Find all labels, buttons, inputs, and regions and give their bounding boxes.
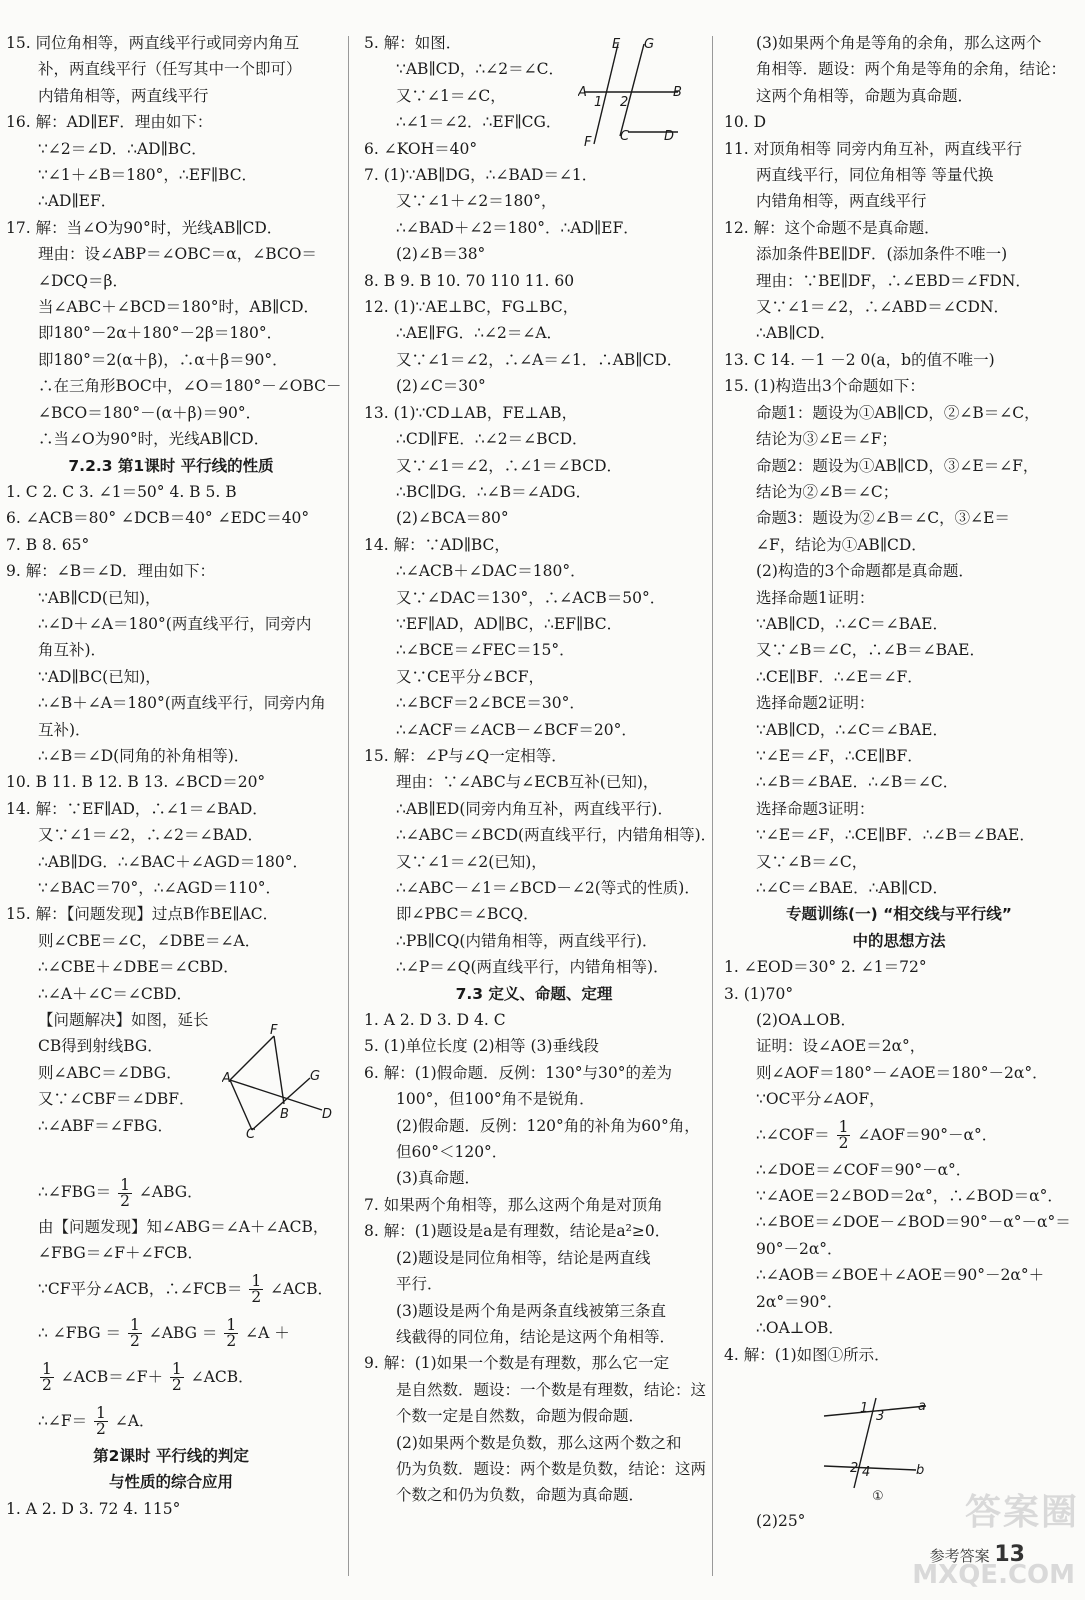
column-divider-1 bbox=[348, 36, 349, 1576]
col2-line: 13. (1)∵CD⊥AB，FE⊥AB， bbox=[364, 403, 578, 422]
col1-line: ∴在三角形BOC中，∠O＝180°－∠OBC－ bbox=[38, 377, 342, 396]
col3-line: 选择命题3证明： bbox=[756, 799, 875, 818]
col2-line: 又∵∠1＝∠C， bbox=[396, 86, 506, 105]
col2-line: 是自然数．题设：一个数是有理数，结论：这 bbox=[396, 1380, 707, 1399]
col2-line: 个数一定是自然数，命题为假命题． bbox=[396, 1407, 645, 1426]
col1-line: 1. C 2. C 3. ∠1＝50° 4. B 5. B bbox=[6, 482, 237, 501]
col3-line: 2α°＝90°． bbox=[756, 1292, 843, 1311]
col1-line: ∠DCQ＝β． bbox=[38, 271, 128, 290]
col2-line: 14. 解：∵AD∥BC， bbox=[364, 535, 510, 554]
col3-line: 15. (1)构造出3个命题如下： bbox=[724, 377, 925, 396]
col2-line: 100°，但100°角不是锐角． bbox=[396, 1090, 595, 1109]
col3-line: 命题1：题设为①AB∥CD，②∠B＝∠C， bbox=[756, 403, 1040, 422]
fig5-label-f: F bbox=[584, 135, 592, 148]
col2-line: 个数之和仍为负数，命题为真命题． bbox=[396, 1486, 645, 1505]
col2-line: 6. ∠KOH＝40° bbox=[364, 139, 478, 158]
fig5-label-1: 1 bbox=[594, 95, 603, 110]
fig5-label-a: A bbox=[578, 85, 587, 100]
col3-line: 11. 对顶角相等 同旁内角互补，两直线平行 bbox=[724, 139, 1023, 158]
watermark-url: MXQE.COM bbox=[912, 1560, 1075, 1590]
col2-line: 线截得的同位角，结论是这两个角相等． bbox=[396, 1327, 676, 1346]
col3b-line: (2)25° bbox=[756, 1512, 806, 1530]
col2-line: (3)题设是两个角是两条直线被第三条直 bbox=[396, 1301, 666, 1320]
col2-line: 又∵∠DAC＝130°，∴∠ACB＝50°． bbox=[396, 588, 666, 607]
col2-line: 12. (1)∵AE⊥BC，FG⊥BC， bbox=[364, 298, 579, 317]
col1-line: 【问题解决】如图，延长 bbox=[38, 1011, 209, 1030]
col1-line: 10. B 11. B 12. B 13. ∠BCD＝20° bbox=[6, 773, 266, 792]
col3-line: 90°－2α°． bbox=[756, 1239, 843, 1258]
col1-line: ∴AD∥EF． bbox=[38, 192, 117, 211]
col1-line: 补，两直线平行（任写其中一个即可） bbox=[38, 60, 302, 79]
col3-line: 又∵∠B＝∠C， bbox=[756, 852, 868, 871]
col2-line: 但60°＜120°． bbox=[396, 1143, 508, 1162]
col1-line: ∵AD∥BC(已知)， bbox=[38, 667, 161, 686]
col2-line: ∴∠BCE＝∠FEC＝15°． bbox=[396, 641, 575, 660]
col1-line: 14. 解：∵EF∥AD，∴∠1＝∠BAD． bbox=[6, 799, 268, 818]
col3-line: 3. (1)70° bbox=[724, 984, 794, 1003]
col2-line: 8. B 9. B 10. 70 110 11. 60 bbox=[364, 271, 575, 290]
answer-column-1-continued bbox=[6, 1170, 336, 1522]
fig15-label-f: F bbox=[270, 1023, 278, 1038]
col1-line: ∴当∠O为90°时，光线AB∥CD． bbox=[38, 430, 270, 449]
col3-line: (2)OA⊥OB． bbox=[756, 1011, 857, 1030]
col2-line: (2)∠BCA＝80° bbox=[396, 509, 509, 528]
fig15-label-a: A bbox=[222, 1071, 231, 1086]
fig5-label-b: B bbox=[673, 85, 682, 100]
col1b-line: $\frac{1}{2}$ ∠ACB＝∠F＋ $\frac{1}{2}$ ∠ACB． bbox=[42, 1360, 254, 1395]
col3-line: ∠F，结论为①AB∥CD． bbox=[756, 535, 927, 554]
col3-line: 又∵∠B＝∠C，∴∠B＝∠BAE． bbox=[756, 641, 985, 660]
col1b-line: ∵CF平分∠ACB，∴∠FCB＝ $\frac{1}{2}$ ∠ACB． bbox=[38, 1272, 334, 1307]
fig15-label-d: D bbox=[322, 1107, 333, 1122]
col1-line: ∴∠D＋∠A＝180°(两直线平行，同旁内 bbox=[38, 614, 312, 633]
column-divider-2 bbox=[712, 36, 713, 1576]
col2-line: ∴CD∥FE．∴∠2＝∠BCD． bbox=[396, 430, 588, 449]
col2-line: 又∵∠1＝∠2，∴∠A＝∠1．∴AB∥CD． bbox=[396, 350, 683, 369]
fig5-label-c: C bbox=[620, 129, 630, 144]
col2-line: 平行． bbox=[396, 1275, 443, 1294]
col1-line: ∴∠ABF＝∠FBG． bbox=[38, 1116, 173, 1135]
col3-line: ∴∠COF＝ $\frac{1}{2}$ ∠AOF＝90°－α°． bbox=[756, 1118, 998, 1153]
page-number: 13 bbox=[994, 1542, 1025, 1567]
col1-line: 互补)． bbox=[38, 720, 91, 739]
col3-line: 选择命题2证明： bbox=[756, 694, 875, 713]
col1-line: 7.2.3 第1课时 平行线的性质 bbox=[68, 456, 274, 475]
col2-line: (2)如果两个数是负数，那么这两个数之和 bbox=[396, 1433, 682, 1452]
col3-line: 理由：∵BE∥DF，∴∠EBD＝∠FDN． bbox=[756, 271, 1031, 290]
col2-line: 7.3 定义、命题、定理 bbox=[455, 984, 613, 1003]
col1-line: 15. 解：【问题发现】过点B作BE∥AC． bbox=[6, 905, 279, 924]
col3-line: (2)构造的3个命题都是真命题． bbox=[756, 562, 974, 581]
col3-line: 中的思想方法 bbox=[852, 931, 946, 950]
figure-q5 bbox=[578, 36, 684, 148]
col1-line: 则∠ABC＝∠DBG． bbox=[38, 1063, 182, 1082]
col2-line: 即∠PBC＝∠BCQ． bbox=[396, 905, 539, 924]
col1-line: ∴∠B＋∠A＝180°(两直线平行，同旁内角 bbox=[38, 694, 326, 713]
col1-line: 15. 同位角相等，两直线平行或同旁内角互 bbox=[6, 34, 300, 52]
col1-line: ∴AB∥DG．∴∠BAC＋∠AGD＝180°． bbox=[38, 852, 309, 871]
col3-line: ∵∠AOE＝2∠BOD＝2α°，∴∠BOD＝α°． bbox=[756, 1187, 1063, 1206]
col3-line: 12. 解：这个命题不是真命题． bbox=[724, 218, 940, 237]
col3-line: 这两个角相等，命题为真命题． bbox=[756, 86, 974, 105]
col1-line: 角互补)． bbox=[38, 641, 107, 660]
col3-line: ∵∠E＝∠F，∴CE∥BF．∴∠B＝∠BAE． bbox=[756, 826, 1035, 845]
col2-line: (2)题设是同位角相等，结论是两直线 bbox=[396, 1248, 651, 1267]
col1-line: ∴∠B＝∠D(同角的补角相等)． bbox=[38, 746, 250, 765]
col2-line: ∴∠ABC－∠1＝∠BCD－∠2(等式的性质)． bbox=[396, 879, 700, 897]
col2-line: ∴BC∥DG．∴∠B＝∠ADG． bbox=[396, 482, 592, 501]
fig15-label-c: C bbox=[246, 1127, 256, 1138]
col2-line: ∴∠BCF＝2∠BCE＝30°． bbox=[396, 694, 585, 713]
col3-line: (3)如果两个角是等角的余角，那么这两个 bbox=[756, 34, 1042, 52]
col3-line: ∴∠DOE＝∠COF＝90°－α°． bbox=[756, 1160, 972, 1179]
col2-line: 7. (1)∵AB∥DG，∴∠BAD＝∠1． bbox=[364, 166, 598, 185]
col3-line: ∴OA⊥OB． bbox=[756, 1319, 844, 1338]
col3-line: 结论为②∠B＝∠C； bbox=[756, 482, 899, 501]
col2-line: 又∵∠1＝∠2，∴∠1＝∠BCD． bbox=[396, 456, 622, 475]
fig4-label-a: a bbox=[918, 1399, 926, 1414]
fig4-label-1: 1 bbox=[860, 1401, 869, 1416]
col3-line: 选择命题1证明： bbox=[756, 588, 875, 607]
col1-line: CB得到射线BG． bbox=[38, 1037, 163, 1056]
col1-line: ∵∠BAC＝70°，∴∠AGD＝110°． bbox=[38, 879, 281, 897]
col1-line: 理由：设∠ABP＝∠OBC＝α，∠BCO＝ bbox=[38, 245, 317, 264]
col2-line: ∴AE∥FG．∴∠2＝∠A． bbox=[396, 324, 563, 343]
col3-line: 13. C 14. －1 －2 0(a，b的值不唯一) bbox=[724, 350, 995, 369]
col1b-line: 第2课时 平行线的判定 bbox=[93, 1446, 249, 1465]
col1-line: 又∵∠1＝∠2，∴∠2＝∠BAD． bbox=[38, 826, 264, 845]
col1b-line: ∠FBG＝∠F＋∠FCB． bbox=[38, 1244, 204, 1263]
fig15-label-g: G bbox=[310, 1069, 321, 1084]
col3-line: 10. D bbox=[724, 113, 767, 132]
col2-line: ∴∠P＝∠Q(两直线平行，内错角相等)． bbox=[396, 958, 669, 977]
col3-line: ∵AB∥CD，∴∠C＝∠BAE． bbox=[756, 720, 948, 739]
col1-line: 又∵∠CBF＝∠DBF． bbox=[38, 1090, 195, 1109]
col2-line: 又∵∠1＋∠2＝180°， bbox=[396, 192, 557, 211]
footer-label: 参考答案 bbox=[929, 1547, 990, 1565]
col2-line: (2)假命题．反例：120°角的补角为60°角， bbox=[396, 1116, 700, 1135]
col2-line: ∴AB∥ED(同旁内角互补，两直线平行)． bbox=[396, 799, 673, 818]
col1-line: ∵AB∥CD(已知)， bbox=[38, 588, 161, 607]
col2-line: ∴∠ACB＋∠DAC＝180°． bbox=[396, 562, 586, 581]
col2-line: ∴∠BAD＋∠2＝180°．∴AD∥EF． bbox=[396, 218, 639, 237]
col3-line: 专题训练(一) “相交线与平行线” bbox=[786, 905, 1012, 924]
col1-line: ∵∠2＝∠D．∴AD∥BC． bbox=[38, 139, 207, 158]
col3-line: 添加条件BE∥DF．(添加条件不唯一) bbox=[756, 245, 1008, 264]
fig5-label-e: E bbox=[612, 37, 621, 52]
col3-line: ∴AB∥CD． bbox=[756, 324, 836, 343]
col2-line: 理由：∵∠ABC与∠ECB互补(已知)， bbox=[396, 773, 659, 792]
answer-column-3 bbox=[724, 30, 1074, 1368]
figure-q15 bbox=[222, 1020, 336, 1138]
col2-line: 9. 解：(1)如果一个数是有理数，那么它一定 bbox=[364, 1354, 670, 1373]
col3-line: 4. 解：(1)如图①所示． bbox=[724, 1345, 890, 1364]
col2-line: ∴∠ABC＝∠BCD(两直线平行，内错角相等)． bbox=[396, 826, 717, 845]
col3-line: 结论为③∠E＝∠F； bbox=[756, 430, 898, 449]
col3-line: 又∵∠1＝∠2，∴∠ABD＝∠CDN． bbox=[756, 298, 1010, 317]
fig5-label-d: D bbox=[664, 129, 675, 144]
col2-line: ∴∠1＝∠2．∴EF∥CG． bbox=[396, 113, 562, 132]
col1-line: 即180°－2α＋180°－2β＝180°． bbox=[38, 324, 283, 343]
col3-line: ∴∠BOE＝∠DOE－∠BOD＝90°－α°－α°＝ bbox=[756, 1213, 1071, 1232]
col2-line: (3)真命题． bbox=[396, 1169, 480, 1188]
figure-q4 bbox=[820, 1396, 930, 1504]
col1b-line: 由【问题发现】知∠ABG＝∠A＋∠ACB， bbox=[38, 1218, 329, 1236]
col3-line: 角相等．题设：两个角是等角的余角，结论： bbox=[756, 60, 1067, 79]
col2-line: 又∵CE平分∠BCF， bbox=[396, 667, 544, 686]
answer-column-3-continued bbox=[724, 1508, 844, 1534]
col2-line: 8. 解：(1)题设是a是有理数，结论是a²≥0． bbox=[364, 1222, 671, 1241]
col2-line: 1. A 2. D 3. D 4. C bbox=[364, 1011, 506, 1030]
col1-line: 6. ∠ACB＝80° ∠DCB＝40° ∠EDC＝40° bbox=[6, 509, 310, 528]
col2-line: ∵EF∥AD，AD∥BC，∴EF∥BC． bbox=[396, 614, 623, 633]
col1-line: 内错角相等，两直线平行 bbox=[38, 86, 209, 105]
col2-line: ∴PB∥CQ(内错角相等，两直线平行)． bbox=[396, 931, 658, 950]
col3-line: 命题2：题设为①AB∥CD，③∠E＝∠F， bbox=[756, 456, 1039, 475]
col3-line: 两直线平行，同位角相等 等量代换 bbox=[756, 166, 994, 185]
col3-line: 内错角相等，两直线平行 bbox=[756, 192, 927, 211]
col2-line: 仍为负数．题设：两个数是负数，结论：这两 bbox=[396, 1459, 707, 1478]
col1-line: ∵∠1＋∠B＝180°，∴EF∥BC． bbox=[38, 166, 258, 185]
col3-line: ∴∠C＝∠BAE．∴AB∥CD． bbox=[756, 879, 948, 897]
col1-line: 16. 解：AD∥EF．理由如下： bbox=[6, 113, 213, 132]
fig4-label-b: b bbox=[916, 1463, 925, 1478]
col2-line: 5. (1)单位长度 (2)相等 (3)垂线段 bbox=[364, 1037, 599, 1056]
col1-line: 即180°＝2(α＋β)，∴α＋β＝90°． bbox=[38, 350, 288, 369]
fig5-label-g: G bbox=[644, 37, 655, 52]
col3-line: ∴CE∥BF．∴∠E＝∠F． bbox=[756, 667, 923, 686]
fig4-label-3: 3 bbox=[876, 1409, 885, 1424]
col2-line: 5. 解：如图． bbox=[364, 34, 462, 52]
col3-line: 命题3：题设为②∠B＝∠C，③∠E＝ bbox=[756, 509, 1010, 528]
col1b-line: ∴∠FBG＝ $\frac{1}{2}$ ∠ABG． bbox=[38, 1175, 203, 1210]
col2-line: (2)∠B＝38° bbox=[396, 245, 486, 264]
col1-line: ∴∠CBE＋∠DBE＝∠CBD． bbox=[38, 958, 239, 977]
col1b-line: ∴ ∠FBG ＝ $\frac{1}{2}$ ∠ABG ＝ $\frac{1}{2}$ ∠A ＋ bbox=[38, 1316, 290, 1351]
col3-line: ∵AB∥CD，∴∠C＝∠BAE． bbox=[756, 614, 948, 633]
col1b-line: ∴∠F＝ $\frac{1}{2}$ ∠A． bbox=[38, 1404, 155, 1439]
fig4-label-4: 4 bbox=[862, 1465, 871, 1480]
col1-line: 17. 解：当∠O为90°时，光线AB∥CD． bbox=[6, 218, 283, 237]
col2-line: ∴∠ACF＝∠ACB－∠BCF＝20°． bbox=[396, 720, 637, 739]
col1-line: 9. 解：∠B＝∠D．理由如下： bbox=[6, 562, 216, 581]
col1-line: ∠BCO＝180°－(α＋β)＝90°． bbox=[38, 403, 262, 422]
col3-line: ∵∠E＝∠F，∴CE∥BF． bbox=[756, 746, 923, 765]
answer-column-1 bbox=[6, 30, 342, 1139]
col3-line: ∴∠AOB＝∠BOE＋∠AOE＝90°－2α°＋ bbox=[756, 1266, 1045, 1285]
answer-column-2 bbox=[364, 30, 717, 1509]
page-footer bbox=[930, 1542, 1025, 1569]
col1b-line: 与性质的综合应用 bbox=[108, 1473, 233, 1492]
col1-line: 则∠CBE＝∠C，∠DBE＝∠A． bbox=[38, 931, 261, 950]
fig5-label-2: 2 bbox=[620, 95, 629, 110]
col1-line: 7. B 8. 65° bbox=[6, 535, 90, 554]
col1-line: 当∠ABC＋∠BCD＝180°时，AB∥CD． bbox=[38, 298, 320, 317]
col2-line: ∵AB∥CD，∴∠2＝∠C． bbox=[396, 60, 564, 79]
col3-line: ∵OC平分∠AOF， bbox=[756, 1090, 885, 1109]
col1b-line: 1. A 2. D 3. 72 4. 115° bbox=[6, 1499, 181, 1518]
fig4-label-2: 2 bbox=[850, 1461, 859, 1476]
fig15-label-b: B bbox=[280, 1107, 289, 1122]
col1-line: ∴∠A＋∠C＝∠CBD． bbox=[38, 984, 193, 1003]
col3-line: ∴∠B＝∠BAE．∴∠B＝∠C． bbox=[756, 773, 959, 792]
col2-line: (2)∠C＝30° bbox=[396, 377, 486, 396]
fig4-caption: ① bbox=[872, 1489, 884, 1504]
col2-line: 又∵∠1＝∠2(已知)， bbox=[396, 852, 547, 871]
col3-line: 则∠AOF＝180°－∠AOE＝180°－2α°． bbox=[756, 1063, 1048, 1082]
col2-line: 6. 解：(1)假命题．反例：130°与30°的差为 bbox=[364, 1063, 672, 1082]
col3-line: 证明：设∠AOE＝2α°， bbox=[756, 1037, 926, 1056]
watermark-logo: 答案圈 bbox=[964, 1492, 1079, 1533]
col2-line: 15. 解：∠P与∠Q一定相等． bbox=[364, 746, 567, 765]
col3-line: 1. ∠EOD＝30° 2. ∠1＝72° bbox=[724, 958, 927, 977]
col2-line: 7. 如果两个角相等，那么这两个角是对顶角 bbox=[364, 1195, 663, 1214]
